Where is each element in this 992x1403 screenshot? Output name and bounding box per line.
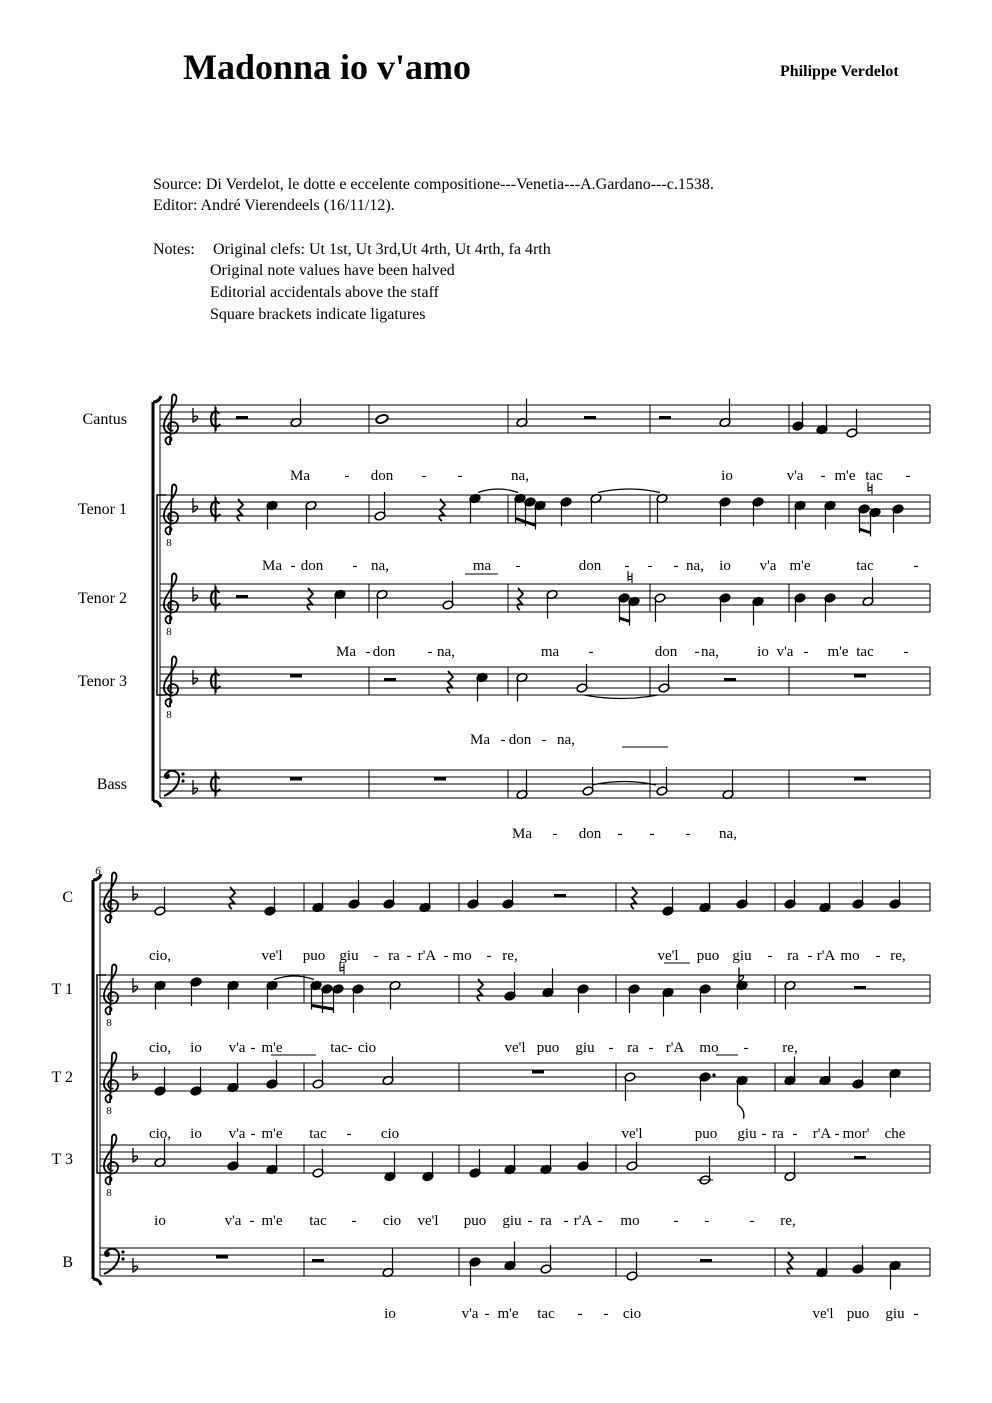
lyric-syllable: giu [885, 1306, 905, 1322]
lyric-syllable: cio, [148, 1040, 172, 1056]
flat-icon [133, 1148, 138, 1162]
treble-clef-icon [104, 1052, 118, 1117]
lyric-syllable: io [757, 644, 769, 660]
part-label: T 2 [51, 1069, 73, 1086]
augmentation-dot [712, 1073, 715, 1076]
lyric-syllable: ra [627, 1040, 639, 1056]
flat-icon [133, 886, 138, 900]
lyric-syllable: ve'l [657, 948, 679, 964]
lyric-syllable: m'e [261, 1126, 283, 1142]
lyric-syllable: - [597, 1213, 603, 1229]
lyric-syllable: re, [782, 1040, 798, 1056]
lyric-syllable: - [704, 1213, 710, 1229]
lyric-syllable: r'A [816, 948, 836, 964]
lyric-syllable: v'a [228, 1040, 246, 1056]
lyric-syllable: tac [865, 468, 883, 484]
lyric-syllable: cio, [148, 948, 172, 964]
note-beam [312, 1006, 333, 1010]
treble-clef-stroke [104, 872, 118, 923]
editor-line: Editor: André Vierendeels (16/11/12). [153, 197, 395, 214]
lyric-syllable: puo [536, 1040, 560, 1056]
whole-rest-icon [532, 1070, 544, 1074]
lyric-syllable: na, [719, 826, 737, 842]
lyric-syllable: - [617, 826, 623, 842]
part-label: C [62, 889, 73, 906]
bass-clef-icon [164, 771, 185, 796]
lyric-syllable: - [577, 1306, 583, 1322]
treble-clef-stroke [104, 1134, 118, 1185]
lyric-syllable: don [578, 558, 602, 574]
tenor-bracket [97, 975, 106, 1173]
lyric-syllable: ve'l [812, 1306, 834, 1322]
lyric-syllable: ve'l [417, 1213, 439, 1229]
lyric-syllable: - [749, 1213, 755, 1229]
note-item: Square brackets indicate ligatures [210, 306, 426, 323]
lyric-syllable: r'A [417, 948, 437, 964]
treble-clef-stroke [104, 964, 118, 1015]
octave-8-icon: 8 [106, 1187, 112, 1199]
lyric-syllable: - [743, 1040, 749, 1056]
lyric-syllable: cio, [148, 1126, 172, 1142]
lyric-syllable: ma [472, 558, 492, 574]
lyric-syllable: io [190, 1040, 202, 1056]
lyric-syllable: puo [463, 1213, 487, 1229]
lyric-syllable: m'e [789, 558, 811, 574]
lyric-syllable: ve'l [261, 948, 283, 964]
lyric-syllable: tac [856, 644, 874, 660]
lyric-syllable: - [457, 468, 463, 484]
whole-rest-icon [290, 777, 302, 781]
lyric-syllable: - [515, 558, 521, 574]
lyric-syllable: - [250, 1040, 256, 1056]
lyric-syllable: mo [452, 948, 472, 964]
lyric-syllable: io [719, 558, 731, 574]
lyric-syllable: - [694, 644, 700, 660]
lyric-syllable: - [406, 948, 412, 964]
treble-clef-icon [164, 573, 178, 638]
lyric-syllable: m'e [261, 1040, 283, 1056]
lyric-syllable: m'e [834, 468, 856, 484]
lyric-syllable: - [834, 1126, 840, 1142]
part-label: T 3 [51, 1151, 73, 1168]
lyric-syllable: - [486, 948, 492, 964]
lyric-syllable: ma [540, 644, 560, 660]
lyric-syllable: v'a [759, 558, 777, 574]
tenor-bracket [157, 495, 166, 695]
bass-clef-dot [121, 1250, 124, 1253]
lyric-syllable: - [807, 948, 813, 964]
lyric-syllable: - [484, 1306, 490, 1322]
lyric-syllable: giu [339, 948, 359, 964]
lyric-syllable: na, [437, 644, 455, 660]
lyric-syllable: - [365, 644, 371, 660]
part-label: T 1 [51, 981, 73, 998]
treble-clef-stroke [164, 484, 178, 535]
whole-rest-icon [290, 674, 302, 678]
part-label: Tenor 1 [77, 501, 127, 518]
lyric-syllable: don [300, 558, 324, 574]
note-flag [738, 1105, 744, 1119]
lyric-syllable: - [803, 644, 809, 660]
flat-icon [193, 587, 198, 601]
lyric-syllable: - [673, 1213, 679, 1229]
lyric-syllable: tac [856, 558, 874, 574]
lyric-syllable: - [913, 558, 919, 574]
tie-arc [598, 489, 660, 493]
lyric-syllable: m'e [261, 1213, 283, 1229]
note-item: Original note values have been halved [210, 262, 455, 279]
octave-8-icon: 8 [106, 1017, 112, 1029]
whole-rest-icon [854, 674, 866, 678]
note-beam [619, 618, 630, 622]
lyric-syllable: - [346, 1126, 352, 1142]
lyric-syllable: giu [732, 948, 752, 964]
lyric-syllable: - [347, 1040, 353, 1056]
lyric-syllable: - [250, 1126, 256, 1142]
flat-icon [193, 408, 198, 422]
half-rest-icon [659, 416, 671, 420]
lyric-syllable: - [649, 826, 655, 842]
bass-clef-dot [164, 773, 170, 779]
half-rest-icon [554, 894, 566, 898]
treble-clef-stroke [164, 394, 178, 445]
lyric-syllable: giu [575, 1040, 595, 1056]
lyric-syllable: ve'l [621, 1126, 643, 1142]
bass-clef-dot [181, 779, 184, 782]
lyric-syllable: v'a [461, 1306, 479, 1322]
lyric-syllable: puo [696, 948, 720, 964]
lyric-syllable: - [563, 1213, 569, 1229]
treble-clef-stroke [104, 1052, 118, 1103]
lyric-syllable: mo [699, 1040, 719, 1056]
lyric-syllable: - [761, 1126, 767, 1142]
source-line: Source: Di Verdelot, le dotte e eccelente compositione---Venetia---A.Gardano---c.1538. [153, 176, 714, 193]
lyric-syllable: v'a [786, 468, 804, 484]
lyric-syllable: - [903, 644, 909, 660]
lyric-syllable: - [249, 1213, 255, 1229]
flat-icon [133, 978, 138, 992]
lyric-syllable: - [647, 558, 653, 574]
octave-8-icon: 8 [106, 1105, 112, 1117]
lyric-syllable: - [352, 558, 358, 574]
lyric-syllable: tac [537, 1306, 555, 1322]
notes-label: Notes: [153, 241, 195, 258]
lyric-syllable: - [500, 732, 506, 748]
lyric-syllable: Ma [470, 732, 490, 748]
lyric-syllable: puo [694, 1126, 718, 1142]
lyric-syllable: don [508, 732, 532, 748]
lyric-syllable: na, [701, 644, 719, 660]
lyric-syllable: mo [840, 948, 860, 964]
lyric-syllable: - [685, 826, 691, 842]
treble-clef-icon [104, 1134, 118, 1199]
lyric-syllable: na, [371, 558, 389, 574]
note-head [375, 414, 389, 425]
lyric-syllable: io [154, 1213, 166, 1229]
bass-clef-dot [104, 1251, 110, 1257]
lyric-syllable: na, [557, 732, 575, 748]
lyric-syllable: ra [540, 1213, 552, 1229]
half-rest-icon [854, 1156, 866, 1160]
lyric-syllable: na, [511, 468, 529, 484]
lyric-syllable: cio [622, 1306, 642, 1322]
lyric-syllable: Ma [290, 468, 310, 484]
lyric-syllable: che [884, 1126, 906, 1142]
half-rest-icon [236, 416, 248, 420]
treble-clef-stroke [164, 656, 178, 707]
tie-arc [274, 976, 314, 980]
lyric-syllable: - [608, 1040, 614, 1056]
part-label: Tenor 3 [77, 673, 127, 690]
composer-name: Philippe Verdelot [780, 63, 899, 80]
measure-number: 6 [95, 865, 101, 877]
half-rest-icon [724, 678, 736, 682]
treble-clef-icon [164, 394, 178, 445]
octave-8-icon: 8 [166, 709, 172, 721]
lyric-syllable: - [588, 644, 594, 660]
lyric-syllable: io [190, 1126, 202, 1142]
bass-clef-dot [181, 772, 184, 775]
treble-clef-icon [104, 964, 118, 1029]
lyric-syllable: - [351, 1213, 357, 1229]
lyric-syllable: ra [772, 1126, 784, 1142]
lyric-syllable: io [384, 1306, 396, 1322]
lyric-syllable: - [290, 558, 296, 574]
lyric-syllable: cio [380, 1126, 400, 1142]
lyric-syllable: m'e [497, 1306, 519, 1322]
lyric-syllable: v'a [776, 644, 794, 660]
lyric-syllable: - [624, 558, 630, 574]
lyric-syllable: - [603, 1306, 609, 1322]
lyric-syllable: cio [357, 1040, 377, 1056]
lyric-syllable: tac [309, 1126, 327, 1142]
flat-icon [193, 780, 198, 794]
treble-clef-stroke [164, 573, 178, 624]
treble-clef-icon [164, 656, 178, 721]
part-label: Cantus [82, 411, 127, 428]
bass-clef-dot [121, 1257, 124, 1260]
lyric-syllable: r'A [665, 1040, 685, 1056]
lyric-syllable: - [443, 948, 449, 964]
lyric-syllable: - [344, 468, 350, 484]
tie-arc [478, 489, 518, 493]
lyric-syllable: Ma [512, 826, 532, 842]
half-rest-icon [584, 416, 596, 420]
flat-icon [193, 498, 198, 512]
lyric-syllable: ve'l [504, 1040, 526, 1056]
lyric-syllable: - [648, 1040, 654, 1056]
lyric-syllable: don [578, 826, 602, 842]
whole-rest-icon [434, 777, 446, 781]
treble-clef-icon [104, 872, 118, 923]
lyric-syllable: re, [890, 948, 906, 964]
half-rest-icon [700, 1259, 712, 1263]
lyric-syllable: re, [780, 1213, 796, 1229]
lyric-syllable: mo [620, 1213, 640, 1229]
lyric-syllable: - [421, 468, 427, 484]
part-label: B [62, 1254, 73, 1271]
flat-icon [133, 1258, 138, 1272]
whole-rest-icon [854, 777, 866, 781]
treble-clef-icon [164, 484, 178, 549]
note-item: Editorial accidentals above the staff [210, 284, 439, 301]
lyric-syllable: - [527, 1213, 533, 1229]
lyric-syllable: v'a [224, 1213, 242, 1229]
flat-icon [133, 1066, 138, 1080]
lyric-syllable: r'A [812, 1126, 832, 1142]
lyric-syllable: v'a [228, 1126, 246, 1142]
lyric-syllable: Ma [336, 644, 356, 660]
lyric-syllable: don [372, 644, 396, 660]
lyric-syllable: don [654, 644, 678, 660]
part-label: Bass [96, 776, 127, 793]
lyric-syllable: - [905, 468, 911, 484]
lyric-syllable: na, [686, 558, 704, 574]
lyric-syllable: don [370, 468, 394, 484]
half-rest-icon [312, 1259, 324, 1263]
whole-rest-icon [216, 1255, 228, 1259]
flat-icon [193, 670, 198, 684]
lyric-syllable: - [552, 826, 558, 842]
lyric-syllable: - [541, 732, 547, 748]
octave-8-icon: 8 [166, 626, 172, 638]
half-rest-icon [236, 595, 248, 599]
lyric-syllable: - [427, 644, 433, 660]
lyric-syllable: puo [302, 948, 326, 964]
lyric-syllable: m'e [827, 644, 849, 660]
lyric-syllable: - [820, 468, 826, 484]
tie-arc [584, 695, 658, 699]
note-item: Original clefs: Ut 1st, Ut 3rd,Ut 4rth, Ut 4rth, fa 4rth [213, 241, 551, 258]
lyric-syllable: ra [787, 948, 799, 964]
lyric-syllable: - [875, 948, 881, 964]
lyric-syllable: giu [737, 1126, 757, 1142]
octave-8-icon: 8 [166, 537, 172, 549]
lyric-syllable: ra [388, 948, 400, 964]
half-rest-icon [854, 986, 866, 990]
lyric-syllable: - [913, 1306, 919, 1322]
lyric-syllable: mor' [842, 1126, 870, 1142]
bass-clef-icon [104, 1249, 125, 1274]
lyric-syllable: tac [330, 1040, 348, 1056]
part-label: Tenor 2 [77, 590, 127, 607]
note-beam [859, 529, 870, 533]
lyric-syllable: - [792, 1126, 798, 1142]
half-rest-icon [384, 678, 396, 682]
lyric-syllable: - [373, 948, 379, 964]
lyric-syllable: cio [382, 1213, 402, 1229]
lyric-syllable: Ma [262, 558, 282, 574]
lyric-syllable: r'A [573, 1213, 593, 1229]
page-title: Madonna io v'amo [183, 47, 472, 87]
lyric-syllable: - [673, 558, 679, 574]
lyric-syllable: re, [502, 948, 518, 964]
lyric-syllable: - [767, 948, 773, 964]
lyric-syllable: io [721, 468, 733, 484]
lyric-syllable: puo [846, 1306, 870, 1322]
lyric-syllable: giu [502, 1213, 522, 1229]
lyric-syllable: tac [309, 1213, 327, 1229]
